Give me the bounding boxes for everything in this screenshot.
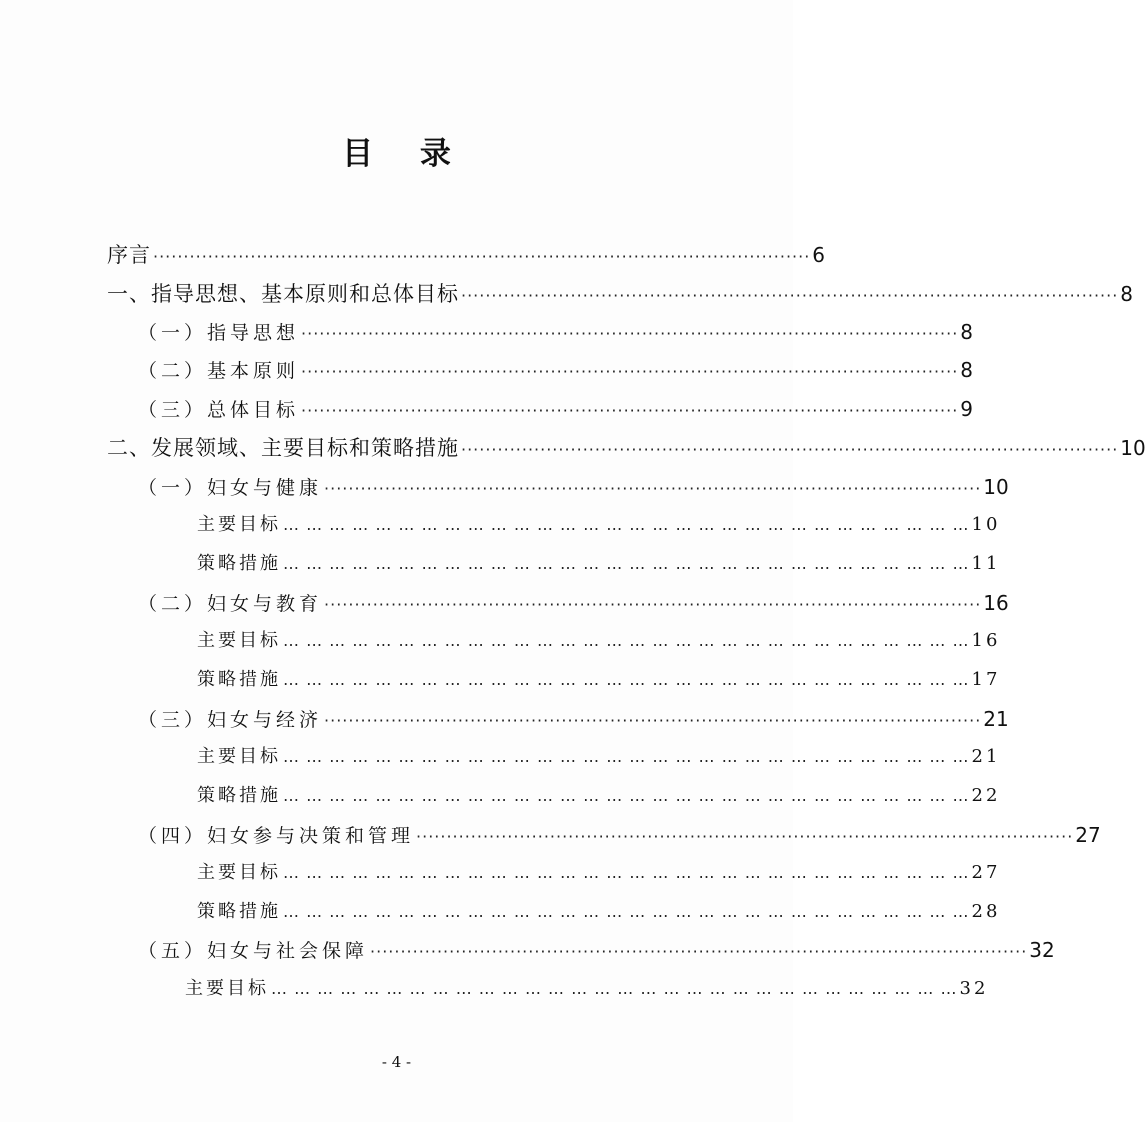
- toc-entry-page: 28: [971, 901, 1001, 922]
- toc-entry-page: 16: [971, 630, 1001, 651]
- toc-entry[interactable]: [138, 353, 974, 387]
- toc-entry[interactable]: [107, 277, 1134, 311]
- toc-dot-leader: … … … … … … … … … … … … … … … … … … … … … … … … … … … … … …: [283, 786, 970, 805]
- toc-entry-label: 策略措施: [197, 901, 281, 922]
- toc-dot-leader: ············································································································: [324, 595, 982, 614]
- toc-entry-page: 8: [960, 358, 974, 382]
- toc-entry-label: 策略措施: [197, 669, 281, 690]
- toc-entry[interactable]: [107, 238, 826, 272]
- toc-entry-label: 主要目标: [197, 862, 281, 883]
- toc-entry[interactable]: [197, 895, 1001, 929]
- toc-entry[interactable]: [197, 547, 1001, 581]
- toc-dot-leader: … … … … … … … … … … … … … … … … … … … … … … … … … … … … … …: [283, 670, 970, 689]
- toc-dot-leader: ············································································································: [370, 942, 1028, 961]
- toc-entry-label: （四）妇女参与决策和管理: [138, 825, 415, 847]
- toc-entry-label: 主要目标: [185, 978, 269, 999]
- toc-dot-leader: … … … … … … … … … … … … … … … … … … … … … … … … … … … … … …: [283, 631, 970, 650]
- toc-entry-page: 17: [971, 669, 1001, 690]
- toc-dot-leader: ············································································································: [324, 479, 982, 498]
- toc-entry[interactable]: [138, 586, 1009, 620]
- toc-entry[interactable]: [138, 702, 1009, 736]
- toc-entry[interactable]: [197, 508, 1001, 542]
- toc-entry-page: 10: [971, 514, 1001, 535]
- toc-entry-label: 主要目标: [197, 630, 281, 651]
- toc-entry-label: （二）基本原则: [138, 360, 300, 382]
- toc-entry-label: （一）妇女与健康: [138, 477, 323, 499]
- toc-entry-label: （一）指导思想: [138, 322, 300, 344]
- toc-dot-leader: … … … … … … … … … … … … … … … … … … … … … … … … … … … … … …: [283, 902, 970, 921]
- toc-entry[interactable]: [138, 933, 1055, 967]
- toc-dot-leader: ············································································································: [461, 286, 1119, 305]
- toc-entry-label: （三）妇女与经济: [138, 709, 323, 731]
- toc-entry-page: 10: [983, 475, 1009, 499]
- toc-entry-page: 16: [983, 591, 1009, 615]
- toc-entry[interactable]: [185, 972, 989, 1006]
- toc-entry-label: 二、发展领域、主要目标和策略措施: [107, 436, 459, 460]
- toc-entry-page: 21: [971, 746, 1001, 767]
- toc-entry-label: 策略措施: [197, 785, 281, 806]
- toc-entry-label: 主要目标: [197, 746, 281, 767]
- toc-entry-label: 序言: [107, 243, 151, 267]
- toc-entry-page: 9: [960, 397, 974, 421]
- page-title: 目 录: [342, 136, 469, 172]
- toc-dot-leader: ············································································································: [416, 827, 1074, 846]
- toc-entry[interactable]: [138, 392, 974, 426]
- toc-entry[interactable]: [197, 663, 1001, 697]
- toc-entry[interactable]: [138, 470, 1009, 504]
- toc-entry[interactable]: [107, 431, 1146, 465]
- toc-dot-leader: ············································································································: [153, 247, 811, 266]
- toc-entry[interactable]: [197, 624, 1001, 658]
- toc-dot-leader: ············································································································: [301, 362, 959, 381]
- toc-entry[interactable]: [197, 779, 1001, 813]
- toc-dot-leader: ············································································································: [461, 440, 1119, 459]
- toc-entry-label: 一、指导思想、基本原则和总体目标: [107, 282, 459, 306]
- toc-entry-page: 27: [971, 862, 1001, 883]
- toc-dot-leader: … … … … … … … … … … … … … … … … … … … … … … … … … … … … … …: [283, 515, 970, 534]
- toc-entry-label: （五）妇女与社会保障: [138, 940, 369, 962]
- toc-entry-page: 32: [959, 978, 989, 999]
- toc-entry-page: 11: [971, 553, 1001, 574]
- toc-entry-label: （二）妇女与教育: [138, 593, 323, 615]
- toc-entry-page: 10: [1120, 436, 1146, 460]
- toc-entry-label: 主要目标: [197, 514, 281, 535]
- toc-entry-page: 22: [971, 785, 1001, 806]
- toc-dot-leader: ············································································································: [301, 324, 959, 343]
- toc-entry-label: 策略措施: [197, 553, 281, 574]
- toc-entry-page: 8: [1120, 282, 1134, 306]
- toc-entry-page: 6: [812, 243, 826, 267]
- toc-entry-page: 32: [1029, 938, 1055, 962]
- toc-dot-leader: … … … … … … … … … … … … … … … … … … … … … … … … … … … … … …: [283, 863, 970, 882]
- toc-dot-leader: ············································································································: [324, 711, 982, 730]
- toc-entry-page: 21: [983, 707, 1009, 731]
- toc-entry[interactable]: [197, 856, 1001, 890]
- toc-entry[interactable]: [138, 818, 1101, 852]
- toc-dot-leader: ············································································································: [301, 401, 959, 420]
- toc-entry-page: 27: [1075, 823, 1101, 847]
- toc-entry[interactable]: [138, 315, 974, 349]
- toc-dot-leader: … … … … … … … … … … … … … … … … … … … … … … … … … … … … … …: [271, 979, 958, 998]
- toc-entry-page: 8: [960, 320, 974, 344]
- toc-dot-leader: … … … … … … … … … … … … … … … … … … … … … … … … … … … … … …: [283, 554, 970, 573]
- toc-entry[interactable]: [197, 740, 1001, 774]
- page-number-footer: - 4 -: [381, 1053, 412, 1071]
- toc-entry-label: （三）总体目标: [138, 399, 300, 421]
- toc-dot-leader: … … … … … … … … … … … … … … … … … … … … … … … … … … … … … …: [283, 747, 970, 766]
